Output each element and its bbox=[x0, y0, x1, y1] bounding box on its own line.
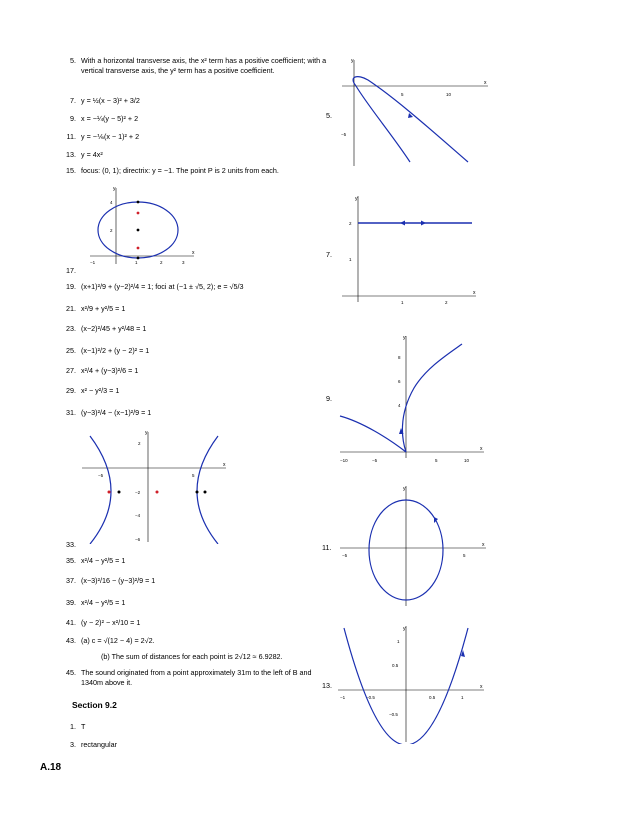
answer-text: x²/4 − y²/5 = 1 bbox=[81, 598, 126, 607]
graph-11-ellipse bbox=[338, 482, 490, 608]
answer-text: x = −¼(y − 5)² + 2 bbox=[81, 114, 139, 123]
answer-item bbox=[62, 408, 151, 418]
y-axis-label: y bbox=[355, 196, 358, 202]
hyperbola-left-branch bbox=[90, 436, 111, 544]
answer-item bbox=[62, 114, 138, 124]
tick-label: −5 bbox=[341, 132, 347, 137]
tick-label: 5 bbox=[401, 92, 404, 97]
tick-label: 1 bbox=[461, 695, 464, 700]
answer-text: T bbox=[81, 722, 86, 731]
y-axis-label: y bbox=[145, 430, 148, 436]
answer-item bbox=[62, 598, 125, 608]
curve bbox=[353, 77, 468, 162]
tick-label: −0.5 bbox=[389, 712, 398, 717]
answer-item bbox=[62, 636, 155, 646]
y-axis-label: y bbox=[403, 335, 406, 341]
direction-arrow-icon bbox=[421, 221, 426, 226]
answer-item bbox=[82, 652, 283, 662]
answer-number: 11. bbox=[66, 132, 76, 141]
answer-item bbox=[62, 304, 125, 314]
tick-label: 2 bbox=[445, 300, 448, 304]
answer-item bbox=[62, 576, 155, 586]
page-number: A.18 bbox=[40, 762, 62, 773]
answer-item bbox=[62, 266, 81, 276]
tick-label: 1 bbox=[349, 257, 352, 262]
answer-item bbox=[62, 132, 139, 142]
vertex-point bbox=[137, 201, 140, 204]
answer-text: The sound originated from a point approximately 31m to the left of B and 1340m above it. bbox=[81, 668, 312, 687]
answer-item bbox=[62, 366, 138, 376]
answer-number: 31. bbox=[66, 408, 76, 417]
answer-number: 13. bbox=[66, 150, 76, 159]
tick-label: 0.5 bbox=[392, 663, 399, 668]
tick-label: 5 bbox=[435, 458, 438, 463]
answer-number: 23. bbox=[66, 324, 76, 333]
tick-label: 8 bbox=[398, 355, 401, 360]
answer-item bbox=[62, 722, 85, 732]
y-axis-label: y bbox=[403, 486, 406, 492]
vertex-point bbox=[196, 491, 199, 494]
answer-item bbox=[62, 386, 119, 396]
tick-label: 6 bbox=[398, 379, 401, 384]
answer-number: 41. bbox=[66, 618, 76, 627]
answer-text: focus: (0, 1); directrix: y = −1. The point P is 2 units from each. bbox=[81, 166, 279, 175]
x-axis-label: x bbox=[223, 462, 226, 468]
answer-text: x² − y²/3 = 1 bbox=[81, 386, 120, 395]
answer-number: 19. bbox=[66, 282, 76, 291]
vertex-point bbox=[137, 257, 140, 260]
answer-number: 1. bbox=[70, 722, 76, 731]
answer-number: 37. bbox=[66, 576, 76, 585]
curve bbox=[340, 416, 406, 452]
tick-label: 1 bbox=[397, 639, 400, 644]
answer-text: rectangular bbox=[81, 740, 117, 749]
y-axis-label: y bbox=[351, 58, 354, 64]
tick-label: 2 bbox=[160, 260, 163, 265]
tick-label: 4 bbox=[398, 403, 401, 408]
tick-label: 4 bbox=[110, 200, 113, 205]
graph-label: 13. bbox=[322, 681, 332, 690]
tick-label: 10 bbox=[446, 92, 452, 97]
tick-label: −0.5 bbox=[366, 695, 375, 700]
tick-label: −1 bbox=[90, 260, 96, 265]
curve bbox=[402, 344, 462, 452]
graph-7-parametric bbox=[338, 192, 480, 304]
tick-label: −4 bbox=[135, 513, 141, 518]
answer-item bbox=[62, 56, 331, 76]
answer-number: 35. bbox=[66, 556, 76, 565]
direction-arrow-icon bbox=[400, 221, 405, 226]
x-axis-label: x bbox=[480, 446, 483, 452]
tick-label: −6 bbox=[135, 537, 141, 542]
tick-label: 3 bbox=[182, 260, 185, 265]
graph-33-hyperbola bbox=[80, 428, 230, 544]
answer-text: (x−2)²/45 + y²/48 = 1 bbox=[81, 324, 147, 333]
answer-number: 9. bbox=[70, 114, 76, 123]
answer-number: 21. bbox=[66, 304, 76, 313]
answer-text: (x−1)²/2 + (y − 2)² = 1 bbox=[81, 346, 150, 355]
vertex-point bbox=[118, 491, 121, 494]
focus-point bbox=[137, 247, 140, 250]
answer-number: 27. bbox=[66, 366, 76, 375]
tick-label: 1 bbox=[401, 300, 404, 304]
graph-13-parabola bbox=[336, 622, 488, 744]
focus-point bbox=[108, 491, 111, 494]
tick-label: −5 bbox=[98, 473, 104, 478]
answer-text: (x−3)²/16 − (y−3)²/9 = 1 bbox=[81, 576, 156, 585]
tick-label: −5 bbox=[342, 553, 348, 558]
answer-number: 5. bbox=[70, 56, 76, 65]
answer-text: x²/4 + (y−3)²/6 = 1 bbox=[81, 366, 139, 375]
answer-item bbox=[62, 282, 243, 292]
answer-item bbox=[62, 740, 117, 750]
answer-text: (y − 2)² − x²/10 = 1 bbox=[81, 618, 141, 627]
answer-number: 15. bbox=[66, 166, 76, 175]
x-axis-label: x bbox=[473, 290, 476, 296]
answer-text: y = −⅙(x − 1)² + 2 bbox=[81, 132, 140, 141]
answer-item bbox=[62, 150, 103, 160]
answer-item bbox=[62, 96, 140, 106]
graph-17-ellipse bbox=[88, 184, 198, 270]
x-axis-label: x bbox=[192, 250, 195, 256]
answer-number: 43. bbox=[66, 636, 76, 645]
tick-label: 1 bbox=[135, 260, 138, 265]
answer-number: 3. bbox=[70, 740, 76, 749]
answer-item bbox=[62, 324, 146, 334]
answer-item bbox=[62, 668, 331, 688]
graph-label: 9. bbox=[326, 394, 332, 403]
answer-number: 33. bbox=[66, 540, 76, 549]
focus-point bbox=[156, 491, 159, 494]
answer-item bbox=[62, 556, 125, 566]
answer-number: 7. bbox=[70, 96, 76, 105]
tick-label: 2 bbox=[349, 221, 352, 226]
y-axis-label: y bbox=[403, 626, 406, 632]
answer-number: 17. bbox=[66, 266, 76, 275]
tick-label: 5 bbox=[463, 553, 466, 558]
graph-label: 7. bbox=[326, 250, 332, 259]
answer-text: y = 4x² bbox=[81, 150, 103, 159]
graph-5-parametric bbox=[338, 56, 492, 168]
answer-text: (y−3)²/4 − (x−1)²/9 = 1 bbox=[81, 408, 152, 417]
answer-item bbox=[62, 346, 149, 356]
answer-number: 29. bbox=[66, 386, 76, 395]
answer-text: (x+1)²/9 + (y−2)²/4 = 1; foci at (−1 ± √5, 2); e = √5/3 bbox=[81, 282, 244, 291]
tick-label: −1 bbox=[340, 695, 346, 700]
answer-text: y = ½(x − 3)² + 3/2 bbox=[81, 96, 140, 105]
hyperbola-right-branch bbox=[197, 436, 218, 544]
answer-item bbox=[62, 166, 331, 176]
graph-label: 5. bbox=[326, 111, 332, 120]
tick-label: 2 bbox=[110, 228, 113, 233]
y-axis-label: y bbox=[113, 186, 116, 192]
answer-text: x²/4 − y²/5 = 1 bbox=[81, 556, 126, 565]
tick-label: −10 bbox=[340, 458, 348, 463]
answer-text: (b) The sum of distances for each point is 2√12 ≈ 6.9282. bbox=[101, 652, 283, 661]
graph-label: 11. bbox=[322, 543, 332, 552]
tick-label: 5 bbox=[192, 473, 195, 478]
answer-text: x²/9 + y²/5 = 1 bbox=[81, 304, 126, 313]
answer-number: 25. bbox=[66, 346, 76, 355]
tick-label: 0.5 bbox=[429, 695, 436, 700]
answer-text: With a horizontal transverse axis, the x² term has a positive coefficient; with a vertical transverse axis, the y² term has a positive coefficient. bbox=[81, 56, 327, 75]
tick-label: 2 bbox=[138, 441, 141, 446]
curve bbox=[356, 86, 410, 162]
answer-item bbox=[62, 540, 81, 550]
answer-number: 39. bbox=[66, 598, 76, 607]
x-axis-label: x bbox=[484, 80, 487, 86]
answer-number: 45. bbox=[66, 668, 76, 677]
graph-9-parametric bbox=[338, 332, 488, 466]
answer-text: (a) c = √(12 − 4) = 2√2. bbox=[81, 636, 155, 645]
x-axis-label: x bbox=[480, 684, 483, 690]
tick-label: −2 bbox=[135, 490, 141, 495]
tick-label: 10 bbox=[464, 458, 470, 463]
tick-label: −5 bbox=[372, 458, 378, 463]
x-axis-label: x bbox=[482, 542, 485, 548]
point bbox=[204, 491, 207, 494]
center-point bbox=[137, 229, 140, 232]
section-title: Section 9.2 bbox=[72, 700, 117, 710]
focus-point bbox=[137, 212, 140, 215]
answer-item bbox=[62, 618, 140, 628]
